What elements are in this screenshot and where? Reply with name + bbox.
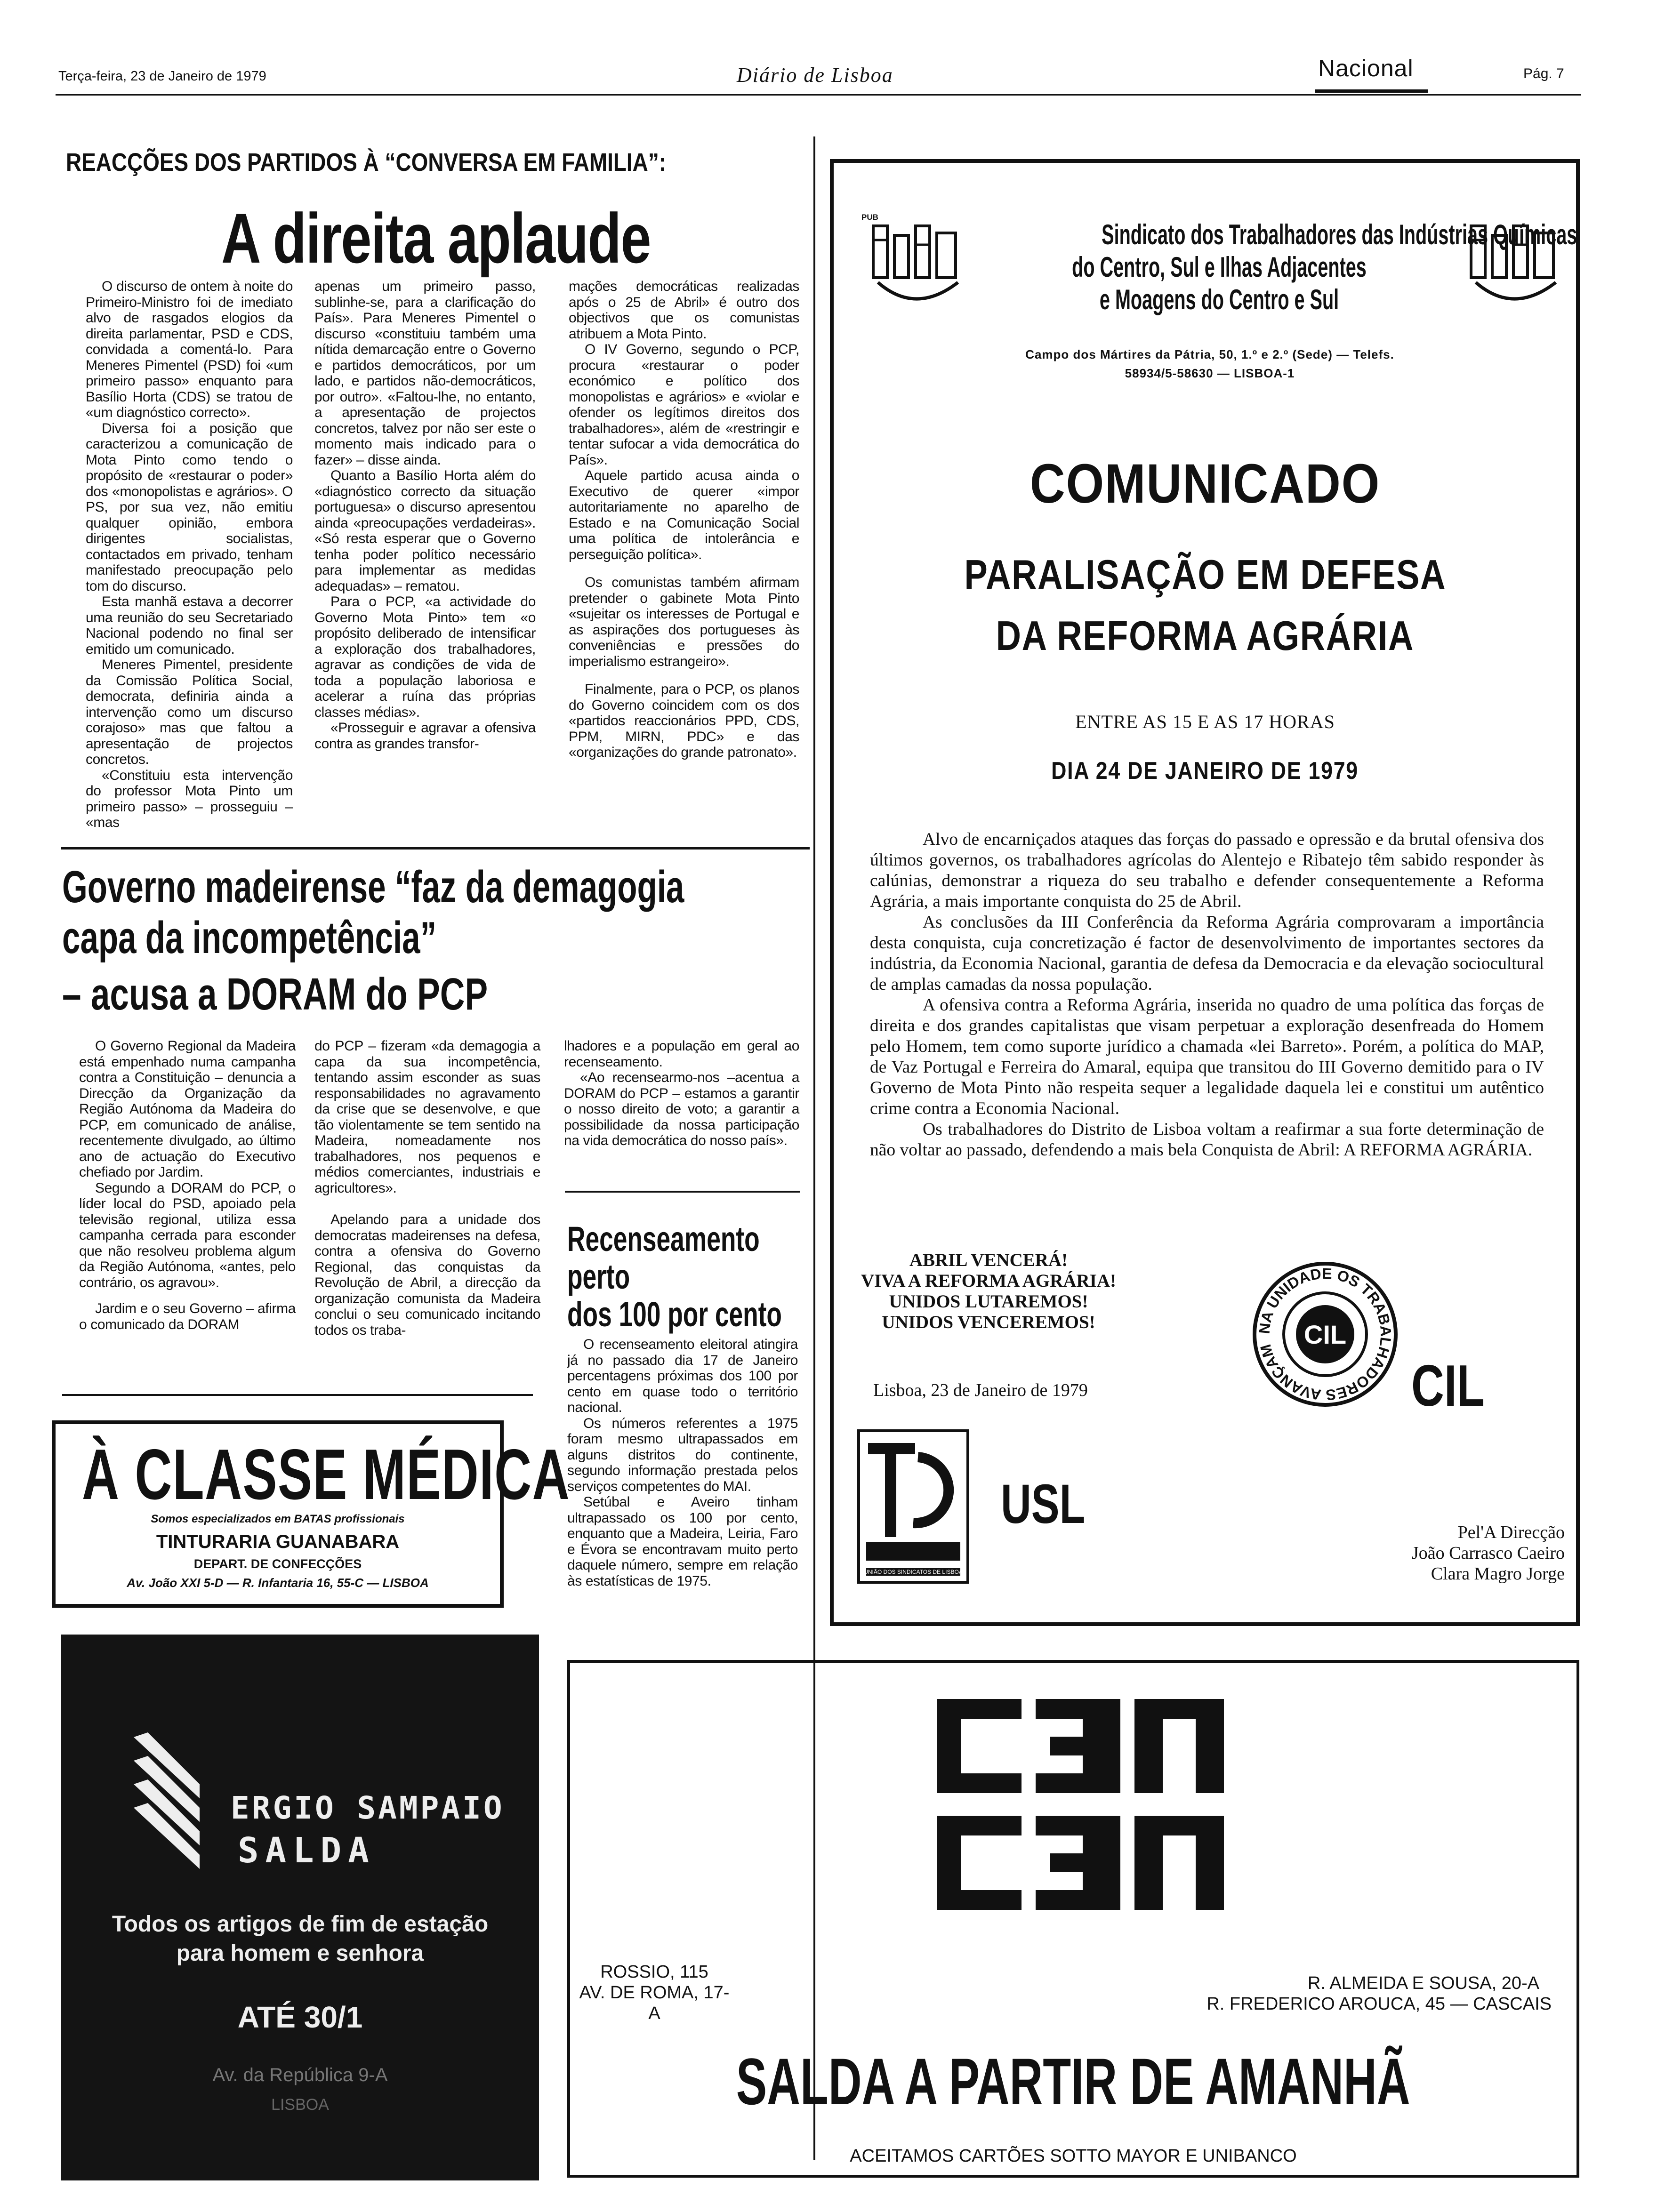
address-line: R. FREDERICO AROUCA, 45 — CASCAIS [1207,1994,1552,2014]
paragraph: Apelando para a unidade dos democratas madeirenses na defesa, contra a ofensiva do Governo Regional, das conquistas da Revolução de Abril, a direcção da organização comunista da Madeira conclui o seu comunicado incitando todos os traba- [314,1212,540,1338]
signatories [1309,1522,1565,1584]
can-cards: ACEITAMOS CARTÕES SOTTO MAYOR E UNIBANCO [850,2146,1297,2166]
paragraph: O Governo Regional da Madeira está empenhado numa campanha contra a Constituição – denuncia a Direcção da Organização da Região Autónoma da Madeira do PCP, em comunicado de análise, recentemente divulgado, ao último ano de actuação do Executivo chefiado por Jardim. [79,1038,296,1180]
comunicado-sub2-text: DA REFORMA AGRÁRIA [996,612,1415,659]
comunicado-sub2 [838,612,1572,660]
sign-line: Clara Magro Jorge [1431,1564,1565,1584]
article2-col3 [564,1038,799,1149]
paragraph: Jardim e o seu Governo – afirma o comunicado da DORAM [79,1301,296,1332]
usl-label: USL [1001,1473,1086,1535]
comunicado-sub1 [838,551,1572,599]
section-underline [1315,89,1428,93]
sign-line: João Carrasco Caeiro [1412,1543,1565,1563]
union-line2: do Centro, Sul e Ilhas Adjacentes [1072,251,1367,283]
paragraph: Quanto a Basílio Horta além do «diagnóstico correcto da situação portuguesa» o discurso apresentou ainda «preocupações verdadeiras». «Só resta esperar que o Governo tenha poder político necessário para implementar as medidas adequadas» – rematou. [314,468,536,594]
paragraph: Finalmente, para o PCP, os planos do Governo coincidem com os dos «partidos reaccionários PPD, CDS, PPM, MIRN, PDC» e das «organizações do grande patronato». [569,681,799,760]
article2-headline-line3: – acusa a DORAM do PCP [62,969,488,1019]
paragraph: «Constituiu esta intervenção do professor Mota Pinto um primeiro passo» – prosseguiu – «mas [86,767,293,830]
header-rule [56,94,1581,96]
article1-kicker: REACÇÕES DOS PARTIDOS À “CONVERSA EM FAMILIA”: [66,148,667,176]
paragraph: Para o PCP, «a actividade do Governo Mota Pinto» tem «o propósito deliberado de intensificar a exploração dos trabalhadores, agravar as condições de vida de toda a população laboriosa e acelerar a ruína das próprias classes médias». [314,594,536,720]
paragraph: Diversa foi a posição que caracterizou a comunicação de Mota Pinto como tendo o propósito de «restaurar o poder» dos «monopolistas e agrários». O PS, por sua vez, não emitiu qualquer opinião, embora dirigentes socialistas, contactados em privado, tenham manifestado preocupação pelo tom do discurso. [86,420,293,594]
can-slogan-text: SALDA A PARTIR DE AMANHÃ [736,2044,1410,2118]
article1-headline: A direita aplaude [221,199,651,278]
article3-headline-line1: Recenseamento [567,1219,760,1258]
factory-icon-left [869,221,967,306]
paragraph: Os comunistas também afirmam pretender o gabinete Mota Pinto «sujeitar os interesses de Portugal e as aspirações dos portugueses às conveniências e pressões do imperialismo estrangeiro». [569,575,799,669]
paragraph: Alvo de encarniçados ataques das forças do passado e opressão e da brutal ofensiva dos últimos governos, os trabalhadores agrícolas do Alentejo e Ribatejo têm sabido responder às calúnias, demonstrar a riqueza do seu trabalho e defender consequentemente a Reforma Agrária, a mais importante conquista do 25 de Abril. [870,830,1544,911]
paragraph: «Ao recensearmo-nos –acentua a DORAM do PCP – estamos a garantir o nosso direito de voto; a garantir a possibilidade da nossa participação na vida democrática do nosso país». [564,1070,799,1148]
cil-center-text: CIL [1303,1320,1347,1349]
address-line: R. ALMEIDA E SOUSA, 20-A [1307,1973,1539,1993]
address-line: ROSSIO, 115 [600,1962,708,1982]
comunicado-body [870,829,1544,1161]
union-name [979,218,1577,316]
union-line1: Sindicato dos Trabalhadores das Indústrias Químicas [1102,219,1577,250]
comunicado-time: ENTRE AS 15 E AS 17 HORAS [1075,711,1335,732]
cil-label: CIL [1411,1354,1485,1419]
paragraph: do PCP – fizeram «da demagogia a capa da sua incompetência, tentando assim esconder as suas responsabilidades no agravamento da crise que se desenvolve, e que tão violentamente se tem sentido na Madeira, nomeadamente nos trabalhadores, nos pequenos e médios comerciantes, industriais e agricultores». [314,1038,540,1196]
slogan-line: VIVA A REFORMA AGRÁRIA! [861,1271,1117,1291]
paragraph: Segundo a DORAM do PCP, o líder local do PSD, apoiado pela televisão regional, utiliza essa campanha cerrada para esconder que não resolveu problema algum da Região Autónoma, «antes, pelo contrário, os agravou». [79,1180,296,1290]
article2-headline-line1: Governo madeirense “faz da demagogia [62,862,684,912]
ad-sampaio-line2: para homem e senhora [176,1941,424,1966]
address-line: AV. DE ROMA, 17-A [579,1983,730,2023]
cil-ring-text: NA UNIDADE OS TRABALHADORES AVANÇAM [1255,1265,1395,1404]
paragraph: lhadores e a população em geral ao recenseamento. [564,1038,799,1070]
ad-classe-medica [52,1420,571,1608]
header-date: Terça-feira, 23 de Janeiro de 1979 [58,69,266,84]
comunicado-day [838,757,1572,785]
paragraph: apenas um primeiro passo, sublinhe-se, para a clarificação do País». Para Meneres Pimentel o discurso «constituiu também uma nítida demarcação entre o Governo e partidos democráticos, por um lado, e partidos não-democráticos, por outro». «Faltou-lhe, no entanto, a apresentação de projectos concretos, talvez por não ser este o momento mais indicado para o fazer» – disse ainda. [314,279,536,468]
paragraph: Meneres Pimentel, presidente da Comissão Política Social, democrata, definiria ainda a intervenção como um discurso corajoso» mas que faltou a apresentação de projectos concretos. [86,657,293,767]
paragraph: Os trabalhadores do Distrito de Lisboa voltam a reafirmar a sua forte determinação de não voltar ao passado, defendendo a mais bela Conquista de Abril: A REFORMA AGRÁRIA. [870,1120,1544,1160]
article2-bottom-rule [62,1394,533,1396]
cil-seal-icon [1252,1261,1398,1407]
can-logo-icon [937,1699,1229,1911]
ad-sampaio-sale: SALDA [238,1830,376,1871]
paragraph: O recenseamento eleitoral atingira já no passado dia 17 de Janeiro percentagens próximas dos 100 por cento em quase todo o território nacional. [567,1337,798,1415]
ad-classe-line4: Av. João XXI 5-D — R. Infantaria 16, 55-C — LISBOA [127,1576,429,1590]
paragraph: Os números referentes a 1975 foram mesmo ultrapassados em alguns distritos do continente, segundo informação prestada pelos serviços competentes do MAI. [567,1415,798,1494]
usl-logo-icon [857,1429,970,1584]
union-address-line2: 58934/5-58630 — LISBOA-1 [1125,366,1295,380]
page-number: Pág. 7 [1523,66,1564,81]
article1-col3 [569,279,799,761]
article2-col2 [314,1038,540,1338]
ad-classe-title: À CLASSE MÉDICA [82,1435,571,1515]
paragraph: O IV Governo, segundo o PCP, procura «restaurar o poder económico e político dos monopolistas e agrários» e «violar e ofender os legítimos direitos dos trabalhadores», além de «restringir e tentar sufocar a vida democrática do País». [569,342,799,468]
article1-col2 [314,279,536,752]
comunicado-title-text: COMUNICADO [1030,453,1381,515]
paragraph: O discurso de ontem à noite do Primeiro-Ministro foi de imediato alvo de rasgados elogios da direita parlamentar, PSD e CDS, convidada a comentá-lo. Para Meneres Pimentel (PSD) foi «um primeiro passo» enquanto para Basílio Horta (CDS) se tratou de «um diagnóstico correcto». [86,279,293,420]
section-name: Nacional [1318,55,1414,81]
pub-label: PUB [861,213,878,222]
ad-sergio-sampaio [61,1635,539,2180]
slogan-line: UNIDOS VENCEREMOS! [882,1312,1095,1332]
can-address-left [574,1962,734,2024]
ad-sampaio-city: LISBOA [271,2096,329,2114]
paragraph: Aquele partido acusa ainda o Executivo de querer «impor autoritariamente no aparelho de Estado e na Comunicação Social uma política de intolerância e perseguição política». [569,468,799,562]
article3-top-rule [565,1191,800,1193]
place-date: Lisboa, 23 de Janeiro de 1979 [873,1380,1088,1400]
can-address-right [1130,1973,1552,2014]
usl-logo-text: UNIÃO DOS SINDICATOS DE LISBOA [864,1569,963,1575]
paragraph: A ofensiva contra a Reforma Agrária, inserida no quadro de uma política das forças de direita e dos grandes capitalistas que visam perpetuar a exploração desenfreada do Homem pelo Homem, tem como suporte jurídico a chamada «lei Barreto». Porém, a política do MAP, de Vaz Portugal e Ferreira do Amaral, equipa que transitou do III Governo demitido para o IV Governo de Mota Pinto não respeita sequer a legalidade daquela lei e constitui um autêntico crime contra a Economia Nacional. [870,995,1544,1118]
paragraph: Esta manhã estava a decorrer uma reunião do seu Secretariado Nacional podendo no final ser emitido um comunicado. [86,594,293,657]
stripes-logo-icon [120,1732,214,1874]
masthead: Diário de Lisboa [737,64,893,87]
paragraph: mações democráticas realizadas após o 25 de Abril» é outro dos objectivos que os comunistas atribuem a Mota Pinto. [569,279,799,342]
slogans [847,1250,1130,1333]
comunicado-day-text: DIA 24 DE JANEIRO DE 1979 [1051,757,1359,785]
ad-sampaio-line1: Todos os artigos de fim de estação [112,1912,489,1937]
ad-sampaio-until: ATÉ 30/1 [237,2000,363,2034]
union-address-line1: Campo dos Mártires da Pátria, 50, 1.º e 2.º (Sede) — Telefs. [1025,347,1394,361]
comunicado-title [838,452,1572,516]
ad-classe-line3: DEPART. DE CONFECÇÕES [193,1557,362,1571]
slogan-line: UNIDOS LUTAREMOS! [889,1291,1088,1312]
article3-headline-line2: perto [567,1257,630,1296]
ad-sampaio-brand: ERGIO SAMPAIO [231,1790,505,1826]
article1-col1 [86,279,293,831]
ad-classe-line1: Somos especializados em BATAS profissionais [151,1513,405,1525]
paragraph: As conclusões da III Conferência da Reforma Agrária comprovaram a importância desta conquista, cuja concretização é factor de desenvolvimento de importantes sectores da indústria, da Economia Nacional, garantia de defesa da Democracia e da elevação sociocultural de amplas camadas da nossa população. [870,913,1544,994]
paragraph: «Prosseguir e agravar a ofensiva contra as grandes transfor- [314,720,536,752]
paragraph: Setúbal e Aveiro tinham ultrapassado os 100 por cento, enquanto que a Madeira, Leiria, Faro e Évora se encontravam muito perto daquele número, sempre em relação às estatísticas de 1975. [567,1494,798,1589]
article3-headline-line3: dos 100 por cento [567,1295,782,1334]
article1-bottom-rule [61,847,810,850]
union-line3: e Moagens do Centro e Sul [1099,284,1339,315]
ad-sampaio-address: Av. da República 9-A [212,2065,388,2085]
slogan-line: ABRIL VENCERÁ! [909,1250,1068,1270]
article2-headline-line2: capa da incompetência” [62,913,437,963]
comunicado-sub1-text: PARALISAÇÃO EM DEFESA [964,551,1446,598]
can-slogan [570,2044,1577,2120]
ad-classe-line2: TINTURARIA GUANABARA [156,1531,400,1552]
article2-col1 [79,1038,296,1332]
sign-line: Pel'A Direcção [1457,1523,1565,1542]
article3-body [567,1337,798,1589]
